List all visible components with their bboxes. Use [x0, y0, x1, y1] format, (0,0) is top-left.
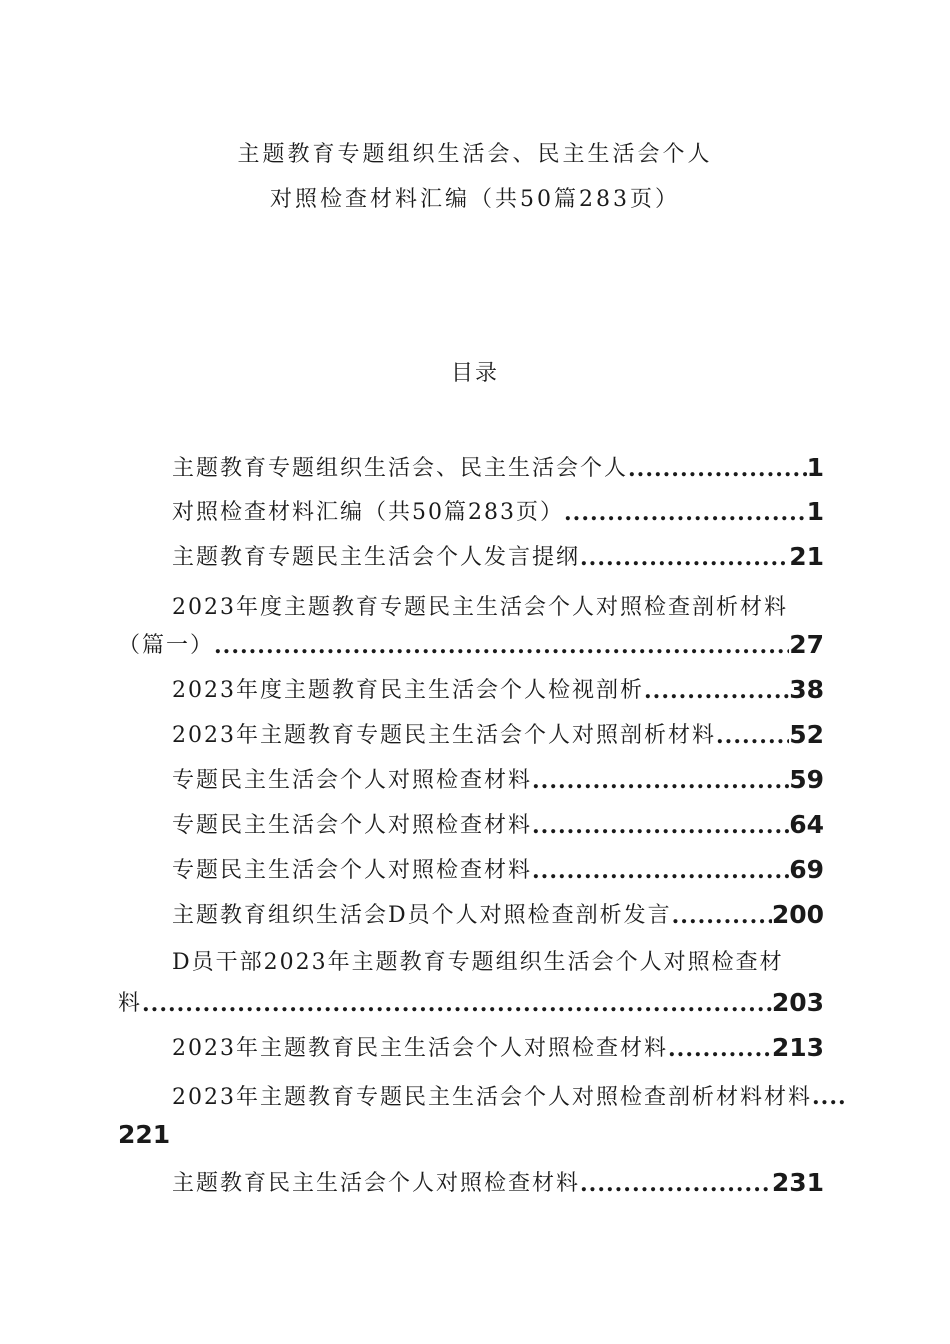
- toc-dot-leader: [644, 678, 789, 704]
- toc-dot-leader: [580, 545, 789, 571]
- toc-entry-title: 主题教育组织生活会D员个人对照检查剖析发言: [172, 903, 672, 928]
- toc-entry[interactable]: [172, 762, 824, 794]
- toc-page-number: 203: [771, 988, 824, 1017]
- toc-entry-title-line-1[interactable]: [172, 1080, 847, 1111]
- toc-page-number: 231: [771, 1168, 824, 1197]
- toc-dot-leader: [668, 1036, 772, 1062]
- toc-page-number: 21: [789, 542, 824, 571]
- toc-dot-leader: [564, 500, 807, 526]
- toc-entry[interactable]: [172, 494, 824, 526]
- toc-entry[interactable]: [172, 897, 824, 929]
- toc-dot-leader: [214, 633, 789, 659]
- toc-dot-leader: ....: [812, 1084, 847, 1110]
- toc-dot-leader: [672, 903, 772, 929]
- toc-page-number: 1: [806, 453, 824, 482]
- toc-page-number: 64: [789, 810, 824, 839]
- toc-entry-title: 主题教育专题民主生活会个人发言提纲: [172, 545, 581, 570]
- toc-page-number[interactable]: 221: [118, 1120, 171, 1149]
- toc-entry[interactable]: [172, 672, 824, 704]
- toc-dot-leader: [580, 1171, 772, 1197]
- document-title-line-1: 主题教育专题组织生活会、民主生活会个人: [237, 142, 713, 167]
- toc-dot-leader: [532, 768, 789, 794]
- toc-entry-title: 2023年主题教育专题民主生活会个人对照检查剖析材料材料: [172, 1085, 812, 1110]
- toc-entry-title-line-1[interactable]: 2023年度主题教育专题民主生活会个人对照检查剖析材料: [172, 595, 788, 620]
- toc-dot-leader: [142, 991, 772, 1017]
- toc-page-number: 1: [806, 497, 824, 526]
- toc-entry[interactable]: [172, 539, 824, 571]
- toc-page-number: 38: [789, 675, 824, 704]
- toc-entry-title: 专题民主生活会个人对照检查材料: [172, 813, 533, 838]
- toc-entry[interactable]: [172, 852, 824, 884]
- toc-entry-title: 主题教育专题组织生活会、民主生活会个人: [172, 456, 629, 481]
- toc-entry-title: 专题民主生活会个人对照检查材料: [172, 858, 533, 883]
- toc-dot-leader: [716, 723, 789, 749]
- toc-page-number: 59: [789, 765, 824, 794]
- toc-page-number: 52: [789, 720, 824, 749]
- toc-heading: 目录: [450, 361, 499, 386]
- toc-entry-title: 2023年度主题教育民主生活会个人检视剖析: [172, 678, 644, 703]
- toc-entry[interactable]: [118, 985, 824, 1017]
- toc-entry[interactable]: [172, 1030, 824, 1062]
- toc-entry-title: 专题民主生活会个人对照检查材料: [172, 768, 533, 793]
- toc-dot-leader: [532, 813, 789, 839]
- toc-page-number: 200: [771, 900, 824, 929]
- toc-entry-title-line-2: 料: [118, 991, 143, 1016]
- toc-entry[interactable]: [172, 717, 824, 749]
- toc-entry-title: 对照检查材料汇编（共50篇283页）: [172, 500, 564, 525]
- toc-entry-title-line-2: （篇一）: [118, 633, 215, 658]
- toc-entry-title-line-1[interactable]: D员干部2023年主题教育专题组织生活会个人对照检查材: [172, 950, 784, 975]
- toc-dot-leader: [532, 858, 789, 884]
- document-title-line-2: 对照检查材料汇编（共50篇283页）: [270, 187, 680, 212]
- toc-entry[interactable]: [172, 807, 824, 839]
- toc-page-number: 27: [789, 630, 824, 659]
- toc-entry-title: 2023年主题教育民主生活会个人对照检查材料: [172, 1036, 668, 1061]
- toc-entry[interactable]: [172, 1165, 824, 1197]
- toc-entry[interactable]: [172, 450, 824, 482]
- toc-entry-title: 2023年主题教育专题民主生活会个人对照剖析材料: [172, 723, 716, 748]
- toc-entry[interactable]: [118, 627, 824, 659]
- toc-entry-title: 主题教育民主生活会个人对照检查材料: [172, 1171, 581, 1196]
- toc-page-number: 213: [771, 1033, 824, 1062]
- toc-dot-leader: [628, 456, 807, 482]
- toc-page-number: 69: [789, 855, 824, 884]
